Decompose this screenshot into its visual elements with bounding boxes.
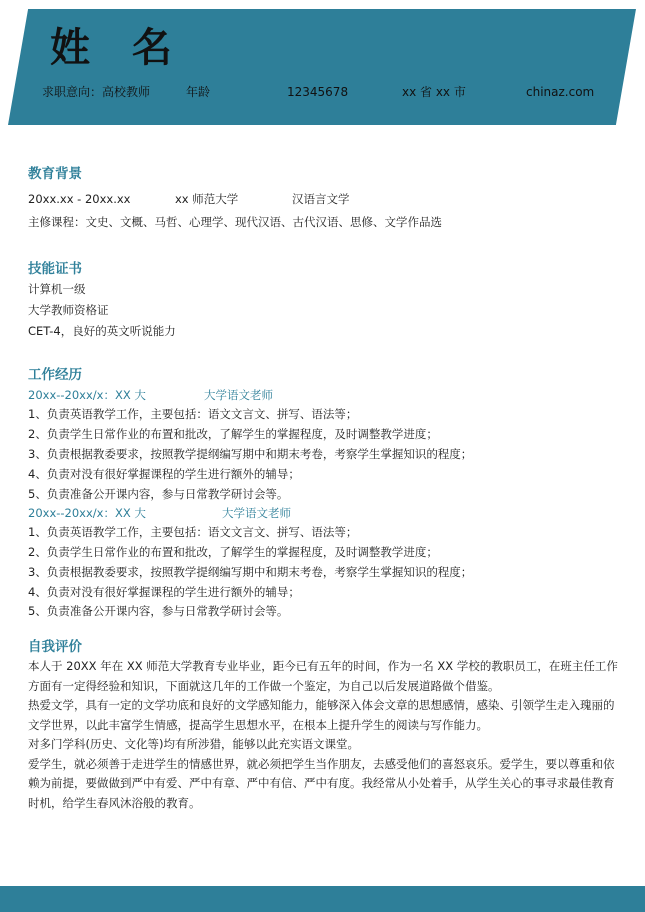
job-role: 大学语文老师 [204, 388, 273, 402]
job-period: 20xx--20xx/x：XX 大 [28, 506, 146, 520]
location: xx 省 xx 市 [402, 85, 466, 99]
self-eval-body [28, 657, 618, 813]
job-duty: 3、负责根据教委要求，按照教学提纲编写期中和期末考卷，考察学生掌握知识的程度； [28, 447, 473, 461]
job-duty: 3、负责根据教委要求，按照教学提纲编写期中和期末考卷，考察学生掌握知识的程度； [28, 565, 473, 579]
job-duty: 5、负责准备公开课内容，参与日常教学研讨会等。 [28, 604, 289, 618]
job-duty: 5、负责准备公开课内容，参与日常教学研讨会等。 [28, 487, 289, 501]
job-period: 20xx--20xx/x：XX 大 [28, 388, 146, 402]
skill-item: CET-4，良好的英文听说能力 [28, 324, 176, 338]
education-school: xx 师范大学 [175, 192, 239, 206]
skills-title: 技能证书 [28, 261, 82, 277]
education-title: 教育背景 [28, 166, 82, 182]
age-label: 年龄 [186, 85, 211, 99]
phone-number: 12345678 [287, 85, 349, 99]
job-duty: 1、负责英语教学工作，主要包括：语文文言文、拼写、语法等； [28, 525, 358, 539]
work-title: 工作经历 [28, 367, 82, 383]
self-eval-paragraph: 对多门学科(历史、文化等)均有所涉猎，能够以此充实语文课堂。 [28, 737, 359, 751]
job-duty: 2、负责学生日常作业的布置和批改，了解学生的掌握程度，及时调整教学进度； [28, 427, 438, 441]
skill-item: 计算机一级 [28, 282, 86, 296]
job-duty: 1、负责英语教学工作，主要包括：语文文言文、拼写、语法等； [28, 407, 358, 421]
job-objective: 求职意向：高校教师 [42, 85, 151, 99]
self-eval-paragraph: 本人于 20XX 年在 XX 师范大学教育专业毕业，距今已有五年的时间，作为一名 XX 学校的教职员工，在班主任工作方面有一定得经验和知识，下面就这几年的工作做一个鉴定，为自己以后发展道路做个借鉴。 [28, 659, 618, 693]
job-role: 大学语文老师 [222, 506, 291, 520]
job-duty: 4、负责对没有很好掌握课程的学生进行额外的辅导； [28, 467, 300, 481]
footer-band [0, 886, 645, 912]
self-eval-title: 自我评价 [28, 639, 82, 655]
education-courses: 主修课程：文史、文概、马哲、心理学、现代汉语、古代汉语、思修、文学作品选 [28, 215, 442, 229]
education-major: 汉语言文学 [292, 192, 350, 206]
self-eval-paragraph: 爱学生，就必须善于走进学生的情感世界，就必须把学生当作朋友，去感受他们的喜怒哀乐。爱学生，要以尊重和依赖为前提，要做做到严中有爱、严中有章、严中有信、严中有度。我经常从小处着手，从学生关心的事寻求最佳教育时机，给学生春风沐浴般的教育。 [28, 756, 615, 810]
website: chinaz.com [526, 85, 595, 99]
self-eval-paragraph: 热爱文学，具有一定的文学功底和良好的文学感知能力，能够深入体会文章的思想感情，感染、引领学生走入瑰丽的文学世界，以此丰富学生情感，提高学生思想水平，在根本上提升学生的阅读与写作能力。 [28, 698, 615, 732]
job-duty: 4、负责对没有很好掌握课程的学生进行额外的辅导； [28, 585, 300, 599]
job-duty: 2、负责学生日常作业的布置和批改，了解学生的掌握程度，及时调整教学进度； [28, 545, 438, 559]
education-period: 20xx.xx - 20xx.xx [28, 192, 131, 206]
skill-item: 大学教师资格证 [28, 303, 109, 317]
candidate-name: 姓 名 [50, 25, 186, 71]
